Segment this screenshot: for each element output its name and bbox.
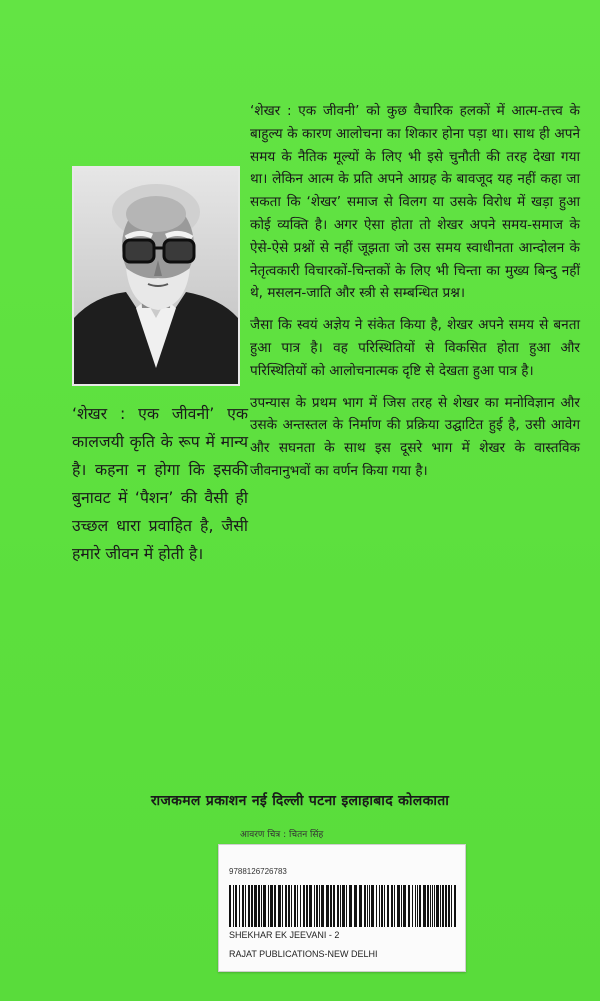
blurb-left-paragraph: ‘शेखर : एक जीवनी’ एक कालजयी कृति के रूप में मान्य है। कहना न होगा कि इसकी बुनावट में ‘पैशन’ की वैसी ही उच्छल धारा प्रवाहित है, जैसी हमारे जीवन में होती है। [72,404,248,563]
cover-credit: आवरण चित्र : चितन सिंह [240,830,324,840]
barcode-label-title: SHEKHAR EK JEEVANI - 2 [229,930,340,940]
blurb-paragraph-2: जैसा कि स्वयं अज्ञेय ने संकेत किया है, शेखर अपने समय से बनता हुआ पात्र है। वह परिस्थितियों से विकसित होता हुआ और परिस्थितियों को आलोचनात्मक दृष्टि से देखता हुआ पात्र है। [250,317,580,379]
blurb-left-column [72,400,248,568]
publisher-line: राजकमल प्रकाशन नई दिल्ली पटना इलाहाबाद कोलकाता [150,793,450,809]
blurb-paragraph-1: ‘शेखर : एक जीवनी’ को कुछ वैचारिक हलकों में आत्म-तत्त्व के बाहुल्य के कारण आलोचना का शिकार होना पड़ा था। साथ ही अपने समय के नैतिक मूल्यों के लिए भी इसे चुनौती की तरह देखा गया था। लेकिन आत्म के प्रति अपने आग्रह के बावजूद यह नहीं कहा जा सकता कि ‘शेखर’ समाज से विलग या उसके विरोध में खड़ा हुआ कोई व्यक्ति है। अगर ऐसा होता तो शेखर अपने समय-समाज के ऐसे-ऐसे प्रश्नों से नहीं जूझता जो उस समय स्वाधीनता आन्दोलन के नेतृत्वकारी विचारकों-चिन्तकों के लिए भी चिन्ता का मुख्य बिन्दु नहीं थे, मसलन-जाति और स्त्री से सम्बन्धित प्रश्न। [250,103,580,302]
isbn-number: 9788126726783 [229,867,287,876]
author-portrait-image [74,168,238,384]
barcode-icon [227,885,457,927]
blurb-right-column [250,100,580,492]
blurb-paragraph-3: उपन्यास के प्रथम भाग में जिस तरह से शेखर का मनोविज्ञान और उसके अन्तस्तल के निर्माण की प्रक्रिया उद्घाटित हुई है, उसी आवेग और सघनता के साथ इस दूसरे भाग में शेखर के वास्तविक जीवनानुभवों का वर्णन किया गया है। [250,394,580,479]
barcode-label-seller: RAJAT PUBLICATIONS-NEW DELHI [229,949,378,959]
author-portrait [72,166,240,386]
barcode-sticker [218,844,466,972]
